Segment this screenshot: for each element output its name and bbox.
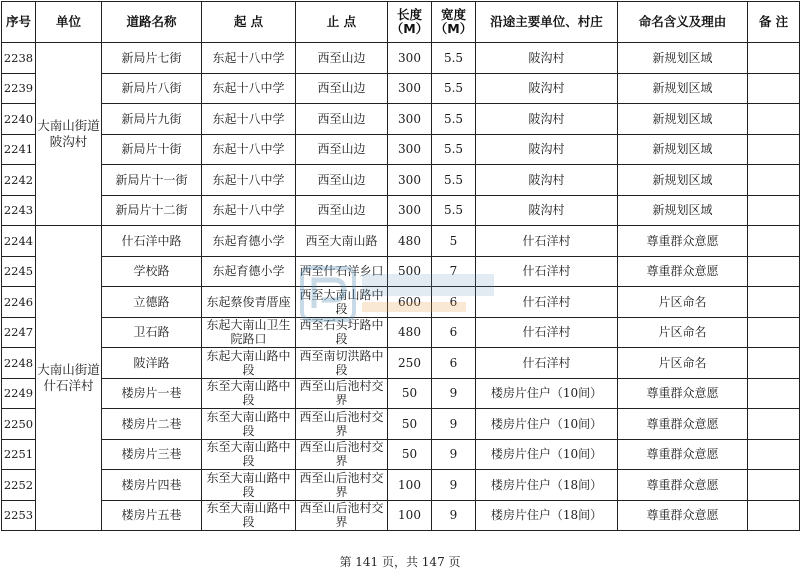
cell-start-point: 东起大南山卫生院路口 bbox=[202, 317, 296, 348]
cell-along-units: 什石洋村 bbox=[476, 317, 618, 348]
cell-along-units: 什石洋村 bbox=[476, 348, 618, 379]
cell-along-units: 陂沟村 bbox=[476, 73, 618, 104]
cell-naming-reason: 新规划区域 bbox=[618, 43, 748, 74]
cell-naming-reason: 尊重群众意愿 bbox=[618, 226, 748, 257]
cell-road-name: 新局片九街 bbox=[102, 104, 202, 135]
cell-along-units: 什石洋村 bbox=[476, 287, 618, 318]
cell-start-point: 东起蔡俊青厝座 bbox=[202, 287, 296, 318]
header-remarks: 备 注 bbox=[748, 2, 800, 43]
cell-end-point: 西至石头圩路中段 bbox=[296, 317, 388, 348]
table-row bbox=[2, 134, 800, 165]
table-row bbox=[2, 195, 800, 226]
cell-start-point: 东起大南山路中段 bbox=[202, 348, 296, 379]
cell-end-point: 西至山边 bbox=[296, 43, 388, 74]
cell-seq: 2253 bbox=[2, 500, 36, 531]
cell-road-name: 新局片七街 bbox=[102, 43, 202, 74]
cell-remarks bbox=[748, 73, 800, 104]
cell-road-name: 楼房片五巷 bbox=[102, 500, 202, 531]
cell-width: 9 bbox=[432, 409, 476, 440]
cell-seq: 2251 bbox=[2, 439, 36, 470]
cell-length: 480 bbox=[388, 226, 432, 257]
cell-along-units: 楼房片住户（10间） bbox=[476, 409, 618, 440]
cell-start-point: 东起十八中学 bbox=[202, 43, 296, 74]
cell-end-point: 西至山边 bbox=[296, 165, 388, 196]
cell-seq: 2248 bbox=[2, 348, 36, 379]
cell-start-point: 东起十八中学 bbox=[202, 73, 296, 104]
cell-road-name: 楼房片二巷 bbox=[102, 409, 202, 440]
cell-width: 6 bbox=[432, 348, 476, 379]
cell-width: 5.5 bbox=[432, 43, 476, 74]
cell-length: 300 bbox=[388, 195, 432, 226]
cell-road-name: 卫石路 bbox=[102, 317, 202, 348]
cell-length: 100 bbox=[388, 470, 432, 501]
cell-end-point: 西至南切洪路中段 bbox=[296, 348, 388, 379]
cell-remarks bbox=[748, 409, 800, 440]
cell-length: 250 bbox=[388, 348, 432, 379]
cell-start-point: 东起十八中学 bbox=[202, 195, 296, 226]
cell-end-point: 西至大南山路 bbox=[296, 226, 388, 257]
cell-length: 300 bbox=[388, 104, 432, 135]
cell-remarks bbox=[748, 226, 800, 257]
cell-naming-reason: 新规划区域 bbox=[618, 104, 748, 135]
cell-width: 5.5 bbox=[432, 165, 476, 196]
cell-end-point: 西至什石洋乡口 bbox=[296, 256, 388, 287]
table-row bbox=[2, 226, 800, 257]
cell-width: 5 bbox=[432, 226, 476, 257]
cell-along-units: 楼房片住户（10间） bbox=[476, 378, 618, 409]
page-footer: 第 141 页，共 147 页 bbox=[339, 555, 461, 569]
header-length: 长度（M） bbox=[388, 2, 432, 43]
header-naming-reason: 命名含义及理由 bbox=[618, 2, 748, 43]
cell-naming-reason: 新规划区域 bbox=[618, 195, 748, 226]
cell-road-name: 陂洋路 bbox=[102, 348, 202, 379]
cell-start-point: 东至大南山路中段 bbox=[202, 470, 296, 501]
table-row bbox=[2, 287, 800, 318]
header-start: 起 点 bbox=[202, 2, 296, 43]
header-road-name: 道路名称 bbox=[102, 2, 202, 43]
cell-width: 5.5 bbox=[432, 104, 476, 135]
table-row bbox=[2, 500, 800, 531]
table-row bbox=[2, 409, 800, 440]
cell-seq: 2247 bbox=[2, 317, 36, 348]
cell-along-units: 什石洋村 bbox=[476, 226, 618, 257]
cell-end-point: 西至山后池村交界 bbox=[296, 500, 388, 531]
cell-unit: 大南山街道陂沟村 bbox=[36, 43, 102, 226]
cell-start-point: 东起育德小学 bbox=[202, 256, 296, 287]
cell-road-name: 楼房片一巷 bbox=[102, 378, 202, 409]
cell-along-units: 楼房片住户（18间） bbox=[476, 500, 618, 531]
cell-width: 6 bbox=[432, 317, 476, 348]
cell-road-name: 学校路 bbox=[102, 256, 202, 287]
cell-width: 5.5 bbox=[432, 73, 476, 104]
table-row bbox=[2, 165, 800, 196]
cell-naming-reason: 新规划区域 bbox=[618, 165, 748, 196]
cell-seq: 2246 bbox=[2, 287, 36, 318]
cell-seq: 2249 bbox=[2, 378, 36, 409]
cell-length: 50 bbox=[388, 378, 432, 409]
cell-road-name: 立德路 bbox=[102, 287, 202, 318]
cell-naming-reason: 尊重群众意愿 bbox=[618, 378, 748, 409]
cell-width: 9 bbox=[432, 378, 476, 409]
cell-remarks bbox=[748, 439, 800, 470]
cell-length: 50 bbox=[388, 439, 432, 470]
cell-seq: 2243 bbox=[2, 195, 36, 226]
cell-seq: 2244 bbox=[2, 226, 36, 257]
cell-along-units: 陂沟村 bbox=[476, 43, 618, 74]
cell-road-name: 新局片十一街 bbox=[102, 165, 202, 196]
table-row bbox=[2, 439, 800, 470]
cell-along-units: 陂沟村 bbox=[476, 134, 618, 165]
cell-end-point: 西至山边 bbox=[296, 134, 388, 165]
table-row bbox=[2, 73, 800, 104]
header-seq: 序号 bbox=[2, 2, 36, 43]
cell-length: 300 bbox=[388, 73, 432, 104]
cell-length: 300 bbox=[388, 43, 432, 74]
cell-road-name: 什石洋中路 bbox=[102, 226, 202, 257]
road-naming-table bbox=[1, 1, 800, 531]
cell-naming-reason: 尊重群众意愿 bbox=[618, 439, 748, 470]
cell-road-name: 楼房片四巷 bbox=[102, 470, 202, 501]
cell-start-point: 东至大南山路中段 bbox=[202, 500, 296, 531]
cell-remarks bbox=[748, 470, 800, 501]
cell-seq: 2252 bbox=[2, 470, 36, 501]
cell-length: 300 bbox=[388, 165, 432, 196]
cell-start-point: 东起十八中学 bbox=[202, 165, 296, 196]
cell-naming-reason: 片区命名 bbox=[618, 348, 748, 379]
cell-end-point: 西至山边 bbox=[296, 104, 388, 135]
cell-remarks bbox=[748, 317, 800, 348]
cell-end-point: 西至山边 bbox=[296, 73, 388, 104]
table-row bbox=[2, 256, 800, 287]
cell-length: 50 bbox=[388, 409, 432, 440]
cell-end-point: 西至山后池村交界 bbox=[296, 378, 388, 409]
cell-seq: 2242 bbox=[2, 165, 36, 196]
cell-length: 100 bbox=[388, 500, 432, 531]
table-row bbox=[2, 348, 800, 379]
cell-naming-reason: 尊重群众意愿 bbox=[618, 470, 748, 501]
cell-along-units: 楼房片住户（10间） bbox=[476, 439, 618, 470]
cell-road-name: 新局片十街 bbox=[102, 134, 202, 165]
cell-length: 500 bbox=[388, 256, 432, 287]
cell-end-point: 西至山边 bbox=[296, 195, 388, 226]
table-row bbox=[2, 378, 800, 409]
header-unit: 单位 bbox=[36, 2, 102, 43]
header-width: 宽度（M） bbox=[432, 2, 476, 43]
cell-along-units: 楼房片住户（18间） bbox=[476, 470, 618, 501]
header-along-units: 沿途主要单位、村庄 bbox=[476, 2, 618, 43]
cell-width: 5.5 bbox=[432, 134, 476, 165]
cell-start-point: 东起十八中学 bbox=[202, 134, 296, 165]
cell-length: 300 bbox=[388, 134, 432, 165]
cell-start-point: 东起十八中学 bbox=[202, 104, 296, 135]
cell-seq: 2241 bbox=[2, 134, 36, 165]
cell-end-point: 西至山后池村交界 bbox=[296, 470, 388, 501]
cell-width: 9 bbox=[432, 500, 476, 531]
cell-seq: 2238 bbox=[2, 43, 36, 74]
cell-naming-reason: 新规划区域 bbox=[618, 73, 748, 104]
cell-along-units: 什石洋村 bbox=[476, 256, 618, 287]
cell-width: 6 bbox=[432, 287, 476, 318]
cell-remarks bbox=[748, 348, 800, 379]
cell-width: 9 bbox=[432, 470, 476, 501]
cell-end-point: 西至大南山路中段 bbox=[296, 287, 388, 318]
cell-remarks bbox=[748, 287, 800, 318]
cell-remarks bbox=[748, 104, 800, 135]
cell-naming-reason: 尊重群众意愿 bbox=[618, 409, 748, 440]
cell-naming-reason: 尊重群众意愿 bbox=[618, 256, 748, 287]
cell-along-units: 陂沟村 bbox=[476, 195, 618, 226]
header-row bbox=[2, 2, 800, 43]
cell-remarks bbox=[748, 256, 800, 287]
cell-seq: 2245 bbox=[2, 256, 36, 287]
cell-length: 480 bbox=[388, 317, 432, 348]
road-naming-sheet bbox=[1, 1, 800, 531]
cell-along-units: 陂沟村 bbox=[476, 165, 618, 196]
cell-naming-reason: 片区命名 bbox=[618, 287, 748, 318]
cell-end-point: 西至山后池村交界 bbox=[296, 439, 388, 470]
cell-road-name: 新局片十二街 bbox=[102, 195, 202, 226]
cell-start-point: 东起育德小学 bbox=[202, 226, 296, 257]
cell-start-point: 东至大南山路中段 bbox=[202, 439, 296, 470]
cell-seq: 2240 bbox=[2, 104, 36, 135]
cell-road-name: 新局片八街 bbox=[102, 73, 202, 104]
cell-seq: 2250 bbox=[2, 409, 36, 440]
cell-remarks bbox=[748, 165, 800, 196]
cell-width: 7 bbox=[432, 256, 476, 287]
cell-seq: 2239 bbox=[2, 73, 36, 104]
table-row bbox=[2, 43, 800, 74]
cell-naming-reason: 片区命名 bbox=[618, 317, 748, 348]
table-row bbox=[2, 317, 800, 348]
cell-road-name: 楼房片三巷 bbox=[102, 439, 202, 470]
cell-start-point: 东至大南山路中段 bbox=[202, 378, 296, 409]
table-row bbox=[2, 470, 800, 501]
cell-naming-reason: 新规划区域 bbox=[618, 134, 748, 165]
cell-remarks bbox=[748, 134, 800, 165]
cell-remarks bbox=[748, 195, 800, 226]
cell-remarks bbox=[748, 500, 800, 531]
header-end: 止 点 bbox=[296, 2, 388, 43]
cell-end-point: 西至山后池村交界 bbox=[296, 409, 388, 440]
cell-width: 5.5 bbox=[432, 195, 476, 226]
cell-naming-reason: 尊重群众意愿 bbox=[618, 500, 748, 531]
cell-remarks bbox=[748, 43, 800, 74]
cell-along-units: 陂沟村 bbox=[476, 104, 618, 135]
cell-length: 600 bbox=[388, 287, 432, 318]
table-body bbox=[2, 43, 800, 531]
cell-start-point: 东至大南山路中段 bbox=[202, 409, 296, 440]
cell-width: 9 bbox=[432, 439, 476, 470]
cell-unit: 大南山街道什石洋村 bbox=[36, 226, 102, 531]
cell-remarks bbox=[748, 378, 800, 409]
table-row bbox=[2, 104, 800, 135]
